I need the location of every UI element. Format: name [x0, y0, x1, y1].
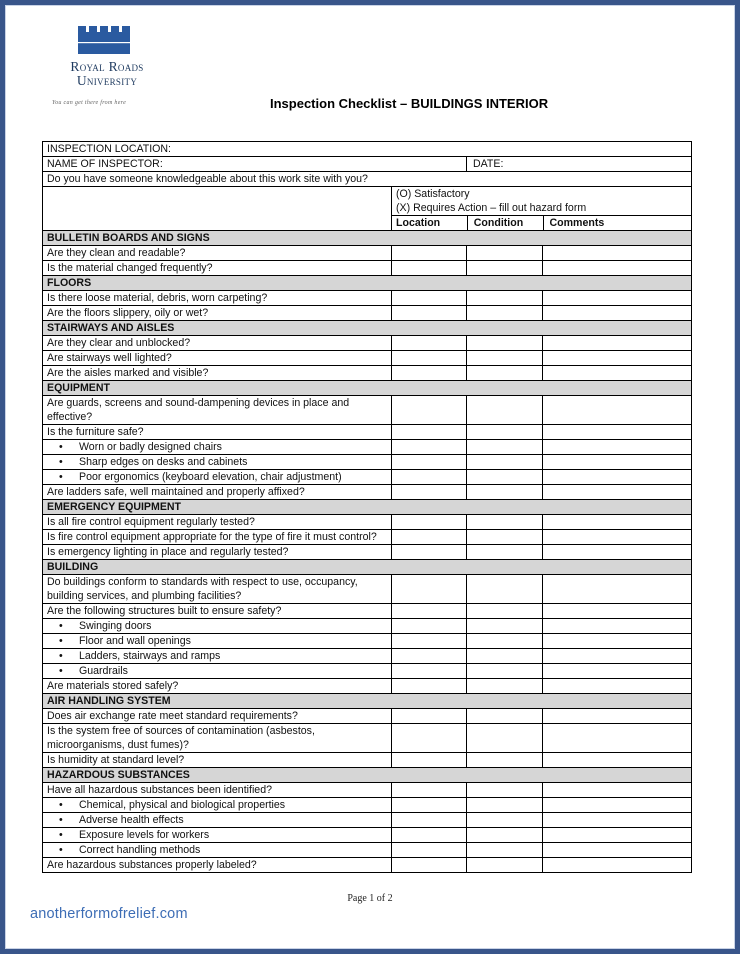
comments-cell[interactable] — [542, 261, 691, 275]
university-name-line1: Royal Roads — [70, 59, 144, 74]
question: Are they clean and readable? — [47, 247, 186, 259]
date-label[interactable]: DATE: — [466, 157, 691, 171]
question: Are the floors slippery, oily or wet? — [47, 307, 209, 319]
location-cell[interactable] — [391, 619, 466, 633]
question: Is there loose material, debris, worn carpeting? — [47, 292, 268, 304]
legend-header-row — [43, 186, 691, 230]
condition-cell[interactable] — [466, 351, 542, 365]
location-cell[interactable] — [391, 485, 466, 499]
comments-cell[interactable] — [542, 664, 691, 678]
location-label[interactable]: INSPECTION LOCATION: — [47, 143, 172, 155]
location-cell[interactable] — [391, 246, 466, 260]
inspector-row — [43, 156, 691, 171]
section-header — [43, 693, 691, 708]
checklist-row — [43, 574, 691, 603]
condition-cell[interactable] — [466, 724, 542, 752]
checklist-row — [43, 395, 691, 424]
checklist-row — [43, 842, 691, 857]
university-name-line2: University — [76, 73, 138, 88]
checklist-row — [43, 857, 691, 872]
bullet-item: • Sharp edges on desks and cabinets — [43, 455, 391, 469]
checklist-row — [43, 544, 691, 559]
section-title: FLOORS — [47, 277, 92, 289]
checklist-row — [43, 752, 691, 767]
location-row — [43, 142, 691, 156]
location-cell[interactable] — [391, 679, 466, 693]
location-cell[interactable] — [391, 366, 466, 380]
checklist-row — [43, 454, 691, 469]
location-cell[interactable] — [391, 306, 466, 320]
checklist-row — [43, 708, 691, 723]
condition-cell[interactable] — [466, 679, 542, 693]
location-cell[interactable] — [391, 858, 466, 872]
checklist-row — [43, 678, 691, 693]
section-header — [43, 559, 691, 574]
checklist-row — [43, 469, 691, 484]
page-number: Page 1 of 2 — [347, 893, 393, 904]
condition-cell[interactable] — [466, 336, 542, 350]
inspector-label[interactable]: NAME OF INSPECTOR: — [47, 158, 163, 170]
comments-cell[interactable] — [542, 351, 691, 365]
question: Are the aisles marked and visible? — [47, 367, 209, 379]
location-cell[interactable] — [391, 261, 466, 275]
checklist-row — [43, 723, 691, 752]
location-cell[interactable] — [391, 530, 466, 544]
bullet-item: • Correct handling methods — [43, 843, 391, 857]
knowledgeable-question[interactable]: Do you have someone knowledgeable about this work site with you? — [47, 173, 368, 185]
location-cell[interactable] — [391, 604, 466, 618]
location-cell[interactable] — [391, 336, 466, 350]
comments-cell[interactable] — [542, 649, 691, 663]
section-title: AIR HANDLING SYSTEM — [47, 695, 171, 707]
question: Are hazardous substances properly labeled? — [47, 859, 257, 871]
bullet-item: • Worn or badly designed chairs — [43, 440, 391, 454]
comments-cell[interactable] — [542, 515, 691, 529]
location-cell[interactable] — [391, 843, 466, 857]
location-cell[interactable] — [391, 724, 466, 752]
section-title: STAIRWAYS AND AISLES — [47, 322, 175, 334]
checklist-row — [43, 245, 691, 260]
section-header — [43, 380, 691, 395]
location-cell[interactable] — [391, 813, 466, 827]
comments-cell[interactable] — [542, 679, 691, 693]
inspection-checklist-table — [42, 141, 692, 873]
question: Have all hazardous substances been identified? — [47, 784, 272, 796]
section-title: EMERGENCY EQUIPMENT — [47, 501, 182, 513]
comments-cell[interactable] — [542, 858, 691, 872]
checklist-row — [43, 365, 691, 380]
location-cell[interactable] — [391, 396, 466, 424]
condition-cell[interactable] — [466, 664, 542, 678]
question: Are ladders safe, well maintained and properly affixed? — [47, 486, 305, 498]
comments-cell[interactable] — [542, 336, 691, 350]
comments-cell[interactable] — [542, 798, 691, 812]
condition-cell[interactable] — [466, 649, 542, 663]
condition-cell[interactable] — [466, 470, 542, 484]
bullet-item: • Swinging doors — [43, 619, 391, 633]
condition-cell[interactable] — [466, 366, 542, 380]
location-cell[interactable] — [391, 425, 466, 439]
section-title: HAZARDOUS SUBSTANCES — [47, 769, 190, 781]
checklist-row — [43, 633, 691, 648]
legend-requires-action: (X) Requires Action – fill out hazard form — [396, 202, 587, 214]
university-tagline: You can get there from here — [52, 100, 127, 106]
comments-cell[interactable] — [542, 291, 691, 305]
condition-cell[interactable] — [466, 813, 542, 827]
condition-cell[interactable] — [466, 306, 542, 320]
question: Is all fire control equipment regularly tested? — [47, 516, 255, 528]
question: Are the following structures built to ensure safety? — [47, 605, 282, 617]
checklist-row — [43, 290, 691, 305]
col-comments-header: Comments — [543, 215, 691, 230]
bullet-item: • Floor and wall openings — [43, 634, 391, 648]
comments-cell[interactable] — [542, 440, 691, 454]
question: Is humidity at standard level? — [47, 754, 185, 766]
checklist-row — [43, 260, 691, 275]
condition-cell[interactable] — [466, 246, 542, 260]
condition-cell[interactable] — [466, 485, 542, 499]
location-cell[interactable] — [391, 649, 466, 663]
condition-cell[interactable] — [466, 440, 542, 454]
section-header — [43, 499, 691, 514]
checklist-row — [43, 648, 691, 663]
location-cell[interactable] — [391, 634, 466, 648]
comments-cell[interactable] — [542, 366, 691, 380]
checklist-row — [43, 812, 691, 827]
castle-logo-icon — [78, 26, 130, 54]
condition-cell[interactable] — [466, 261, 542, 275]
condition-cell[interactable] — [466, 843, 542, 857]
col-location-header: Location — [392, 215, 467, 230]
location-cell[interactable] — [391, 664, 466, 678]
page-title: Inspection Checklist – BUILDINGS INTERIOR — [270, 96, 549, 111]
legend-blank-cell — [43, 187, 391, 230]
location-cell[interactable] — [391, 440, 466, 454]
checklist-row — [43, 797, 691, 812]
question: Is fire control equipment appropriate for the type of fire it must control? — [47, 531, 377, 543]
checklist-row — [43, 424, 691, 439]
condition-cell[interactable] — [466, 798, 542, 812]
comments-cell[interactable] — [542, 455, 691, 469]
comments-cell[interactable] — [542, 753, 691, 767]
comments-cell[interactable] — [542, 425, 691, 439]
university-name — [52, 60, 162, 88]
condition-cell[interactable] — [466, 455, 542, 469]
condition-cell[interactable] — [466, 291, 542, 305]
checklist-row — [43, 529, 691, 544]
checklist-row — [43, 305, 691, 320]
condition-cell[interactable] — [466, 545, 542, 559]
question: Does air exchange rate meet standard requirements? — [47, 710, 298, 722]
bullet-item: • Poor ergonomics (keyboard elevation, chair adjustment) — [43, 470, 391, 484]
location-cell[interactable] — [391, 709, 466, 723]
col-condition-header: Condition — [467, 215, 543, 230]
comments-cell[interactable] — [542, 485, 691, 499]
checklist-row — [43, 618, 691, 633]
checklist-row — [43, 514, 691, 529]
comments-cell[interactable] — [542, 604, 691, 618]
section-title: EQUIPMENT — [47, 382, 110, 394]
bullet-item: • Guardrails — [43, 664, 391, 678]
comments-cell[interactable] — [542, 634, 691, 648]
checklist-row — [43, 335, 691, 350]
question: Are guards, screens and sound-dampening devices in place and effective? — [47, 397, 350, 423]
condition-cell[interactable] — [466, 425, 542, 439]
location-cell[interactable] — [391, 545, 466, 559]
section-title: BUILDING — [47, 561, 99, 573]
comments-cell[interactable] — [542, 783, 691, 797]
checklist-row — [43, 484, 691, 499]
condition-cell[interactable] — [466, 634, 542, 648]
comments-cell[interactable] — [542, 246, 691, 260]
location-cell[interactable] — [391, 455, 466, 469]
bullet-item: • Exposure levels for workers — [43, 828, 391, 842]
comments-cell[interactable] — [542, 575, 691, 603]
condition-cell[interactable] — [466, 619, 542, 633]
comments-cell[interactable] — [542, 396, 691, 424]
legend-block — [391, 187, 691, 230]
location-cell[interactable] — [391, 828, 466, 842]
bullet-item: • Adverse health effects — [43, 813, 391, 827]
checklist-row — [43, 827, 691, 842]
condition-cell[interactable] — [466, 709, 542, 723]
location-cell[interactable] — [391, 515, 466, 529]
question: Is emergency lighting in place and regularly tested? — [47, 546, 289, 558]
condition-cell[interactable] — [466, 396, 542, 424]
question: Are materials stored safely? — [47, 680, 179, 692]
comments-cell[interactable] — [542, 813, 691, 827]
section-header — [43, 320, 691, 335]
question: Is the furniture safe? — [47, 426, 144, 438]
bullet-item: • Chemical, physical and biological properties — [43, 798, 391, 812]
condition-cell[interactable] — [466, 783, 542, 797]
checklist-row — [43, 603, 691, 618]
location-cell[interactable] — [391, 291, 466, 305]
location-cell[interactable] — [391, 575, 466, 603]
comments-cell[interactable] — [542, 724, 691, 752]
condition-cell[interactable] — [466, 753, 542, 767]
question: Is the system free of sources of contamination (asbestos, microorganisms, dust fumes)? — [47, 725, 315, 751]
comments-cell[interactable] — [542, 709, 691, 723]
section-header — [43, 767, 691, 782]
location-cell[interactable] — [391, 753, 466, 767]
checklist-row — [43, 439, 691, 454]
location-cell[interactable] — [391, 798, 466, 812]
location-cell[interactable] — [391, 783, 466, 797]
condition-cell[interactable] — [466, 575, 542, 603]
comments-cell[interactable] — [542, 530, 691, 544]
condition-cell[interactable] — [466, 604, 542, 618]
condition-cell[interactable] — [466, 858, 542, 872]
comments-cell[interactable] — [542, 470, 691, 484]
comments-cell[interactable] — [542, 619, 691, 633]
site-watermark: anotherformofrelief.com — [30, 906, 188, 922]
comments-cell[interactable] — [542, 843, 691, 857]
question: Is the material changed frequently? — [47, 262, 213, 274]
comments-cell[interactable] — [542, 828, 691, 842]
question: Are stairways well lighted? — [47, 352, 172, 364]
question: Do buildings conform to standards with respect to use, occupancy, building services, and plumbing facilities? — [47, 576, 358, 602]
checklist-row — [43, 782, 691, 797]
legend-satisfactory: (O) Satisfactory — [396, 188, 470, 200]
condition-cell[interactable] — [466, 515, 542, 529]
section-header — [43, 275, 691, 290]
question: Are they clear and unblocked? — [47, 337, 191, 349]
comments-cell[interactable] — [542, 306, 691, 320]
condition-cell[interactable] — [466, 828, 542, 842]
section-title: BULLETIN BOARDS AND SIGNS — [47, 232, 210, 244]
comments-cell[interactable] — [542, 545, 691, 559]
column-headers — [392, 215, 691, 230]
checklist-row — [43, 663, 691, 678]
condition-cell[interactable] — [466, 530, 542, 544]
location-cell[interactable] — [391, 470, 466, 484]
location-cell[interactable] — [391, 351, 466, 365]
bullet-item: • Ladders, stairways and ramps — [43, 649, 391, 663]
checklist-row — [43, 350, 691, 365]
knowledgeable-row — [43, 171, 691, 186]
section-header — [43, 230, 691, 245]
